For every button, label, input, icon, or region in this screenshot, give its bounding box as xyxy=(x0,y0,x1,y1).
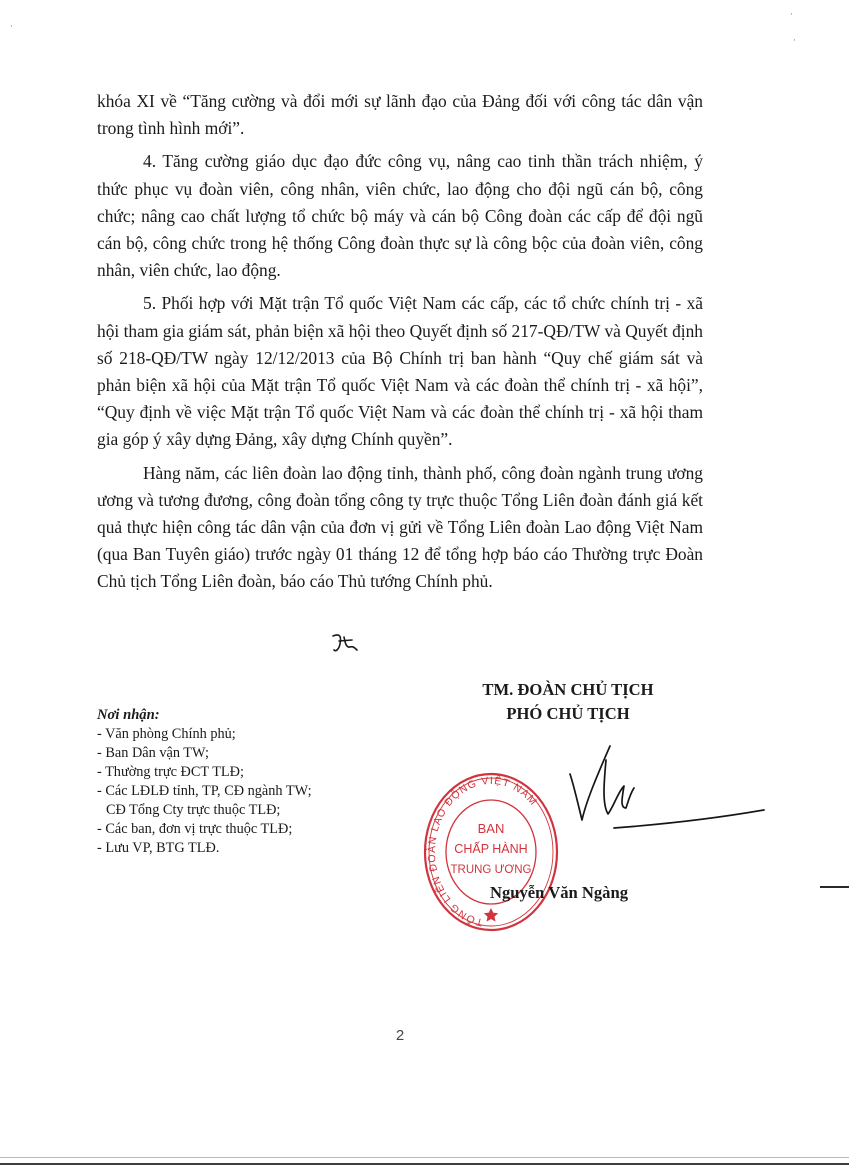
official-seal-icon xyxy=(423,772,559,932)
scan-speck: · xyxy=(790,10,793,20)
paragraph-annual-report: Hàng năm, các liên đoàn lao động tỉnh, thành phố, công đoàn ngành trung ương ương và tương đương, công đoàn tổng công ty trực thuộc Tổng Liên đoàn đánh giá kết quả thực hiện công tác dân vận của đơn vị gửi về Tổng Liên đoàn Lao động Việt Nam (qua Ban Tuyên giáo) trước ngày 01 tháng 12 để tổng hợp báo cáo Thường trực Đoàn Chủ tịch Tổng Liên đoàn, báo cáo Thủ tướng Chính phủ. xyxy=(97,462,703,592)
recipient-item: - Các LĐLĐ tỉnh, TP, CĐ ngành TW; xyxy=(97,783,312,799)
seal-center-line3: TRUNG ƯƠNG xyxy=(450,864,532,876)
scan-edge-mark xyxy=(820,886,849,888)
signer-title-line2: PHÓ CHỦ TỊCH xyxy=(506,704,630,723)
paragraph-item-5: 5. Phối hợp với Mặt trận Tổ quốc Việt Nam các cấp, các tổ chức chính trị - xã hội tham gia giám sát, phản biện xã hội theo Quyết định số 217-QĐ/TW và Quyết định số 218-QĐ/TW ngày 12/12/2013 của Bộ Chính trị ban hành “Quy chế giám sát và phản biện xã hội của Mặt trận Tổ quốc Việt Nam và các đoàn thể chính trị - xã hội”, “Quy định về việc Mặt trận Tổ quốc Việt Nam và các đoàn thể chính trị - xã hội tham gia góp ý xây dựng Đảng, xây dựng Chính quyền”. xyxy=(97,293,703,450)
scan-speck: · xyxy=(10,22,13,32)
recipient-item: - Văn phòng Chính phủ; xyxy=(97,726,236,742)
seal-ring-text: TỔNG LIÊN ĐOÀN LAO ĐỘNG VIỆT NAM xyxy=(425,774,540,929)
seal-center-line2: CHẤP HÀNH xyxy=(454,842,528,856)
recipients-heading: Nơi nhận: xyxy=(97,707,160,723)
scan-speck: · xyxy=(793,36,796,46)
paragraph-continuation: khóa XI về “Tăng cường và đổi mới sự lãnh đạo của Đảng đối với công tác dân vận trong tình hình mới”. xyxy=(97,91,703,139)
handwritten-initial-icon xyxy=(330,630,360,656)
document-body xyxy=(97,88,703,602)
seal-center-line1: BAN xyxy=(477,821,505,836)
recipient-item: - Thường trực ĐCT TLĐ; xyxy=(97,764,244,780)
scan-bottom-line xyxy=(0,1157,849,1158)
signer-title xyxy=(440,678,696,726)
page-number: 2 xyxy=(395,1027,405,1044)
recipient-item: - Ban Dân vận TW; xyxy=(97,745,209,761)
recipient-item: CĐ Tổng Cty trực thuộc TLĐ; xyxy=(106,802,281,818)
recipients-block xyxy=(97,706,387,858)
signer-name: Nguyễn Văn Ngàng xyxy=(490,883,629,902)
signature-icon xyxy=(548,742,778,852)
paragraph-item-4: 4. Tăng cường giáo dục đạo đức công vụ, nâng cao tinh thần trách nhiệm, ý thức phục vụ đoàn viên, công nhân, viên chức, lao động cho đội ngũ cán bộ, công chức; nâng cao chất lượng tổ chức bộ máy và cán bộ Công đoàn các cấp để đội ngũ cán bộ, công chức trong hệ thống Công đoàn thực sự là công bộc của đoàn viên, công nhân, viên chức, lao động. xyxy=(97,151,703,281)
scan-bottom-border xyxy=(0,1163,849,1165)
recipient-item: - Các ban, đơn vị trực thuộc TLĐ; xyxy=(97,821,293,837)
recipient-item: - Lưu VP, BTG TLĐ. xyxy=(97,840,220,856)
signer-title-line1: TM. ĐOÀN CHỦ TỊCH xyxy=(482,680,654,699)
